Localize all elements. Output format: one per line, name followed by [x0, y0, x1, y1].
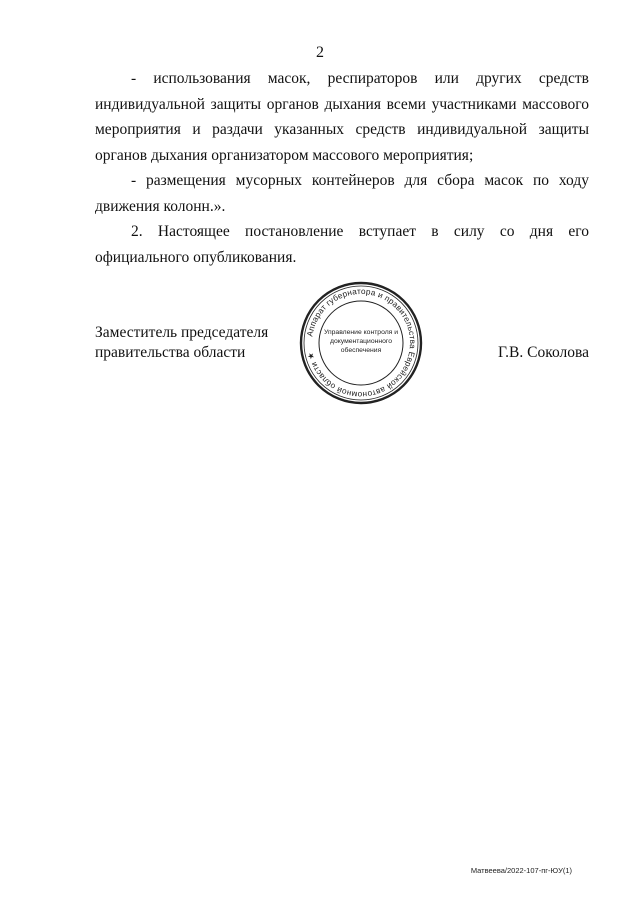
document-body	[95, 66, 589, 270]
paragraph-masks: - использования масок, респираторов или других средств индивидуальной защиты органов дыхания всеми участниками массового мероприятия и раздачи указанных средств индивидуальной защиты органов дыхания организатором массового мероприятия;	[95, 70, 589, 164]
official-seal-stamp	[299, 281, 423, 405]
svg-text:Аппарат губернатора и правител: Аппарат губернатора и правительства Еврейской автономной области ★	[305, 286, 418, 400]
seal-inner-line3: обеспечения	[340, 347, 382, 354]
document-reference-code: Матвеева/2022-107-пг-ЮУ(1)	[470, 866, 572, 875]
signer-position-line2: правительства области	[95, 344, 246, 361]
signer-name: Г.В. Соколова	[497, 344, 589, 361]
signer-position-line1: Заместитель председателя	[95, 324, 269, 341]
page-number: 2	[316, 44, 324, 61]
paragraph-containers: - размещения мусорных контейнеров для сбора масок по ходу движения колонн.».	[95, 172, 589, 215]
seal-inner-line1: Управление контроля и	[323, 329, 399, 336]
paragraph-effective-date: 2. Настоящее постановление вступает в силу со дня его официального опубликования.	[95, 223, 589, 266]
seal-inner-line2: документационного	[329, 338, 393, 345]
signer-position	[95, 323, 268, 363]
